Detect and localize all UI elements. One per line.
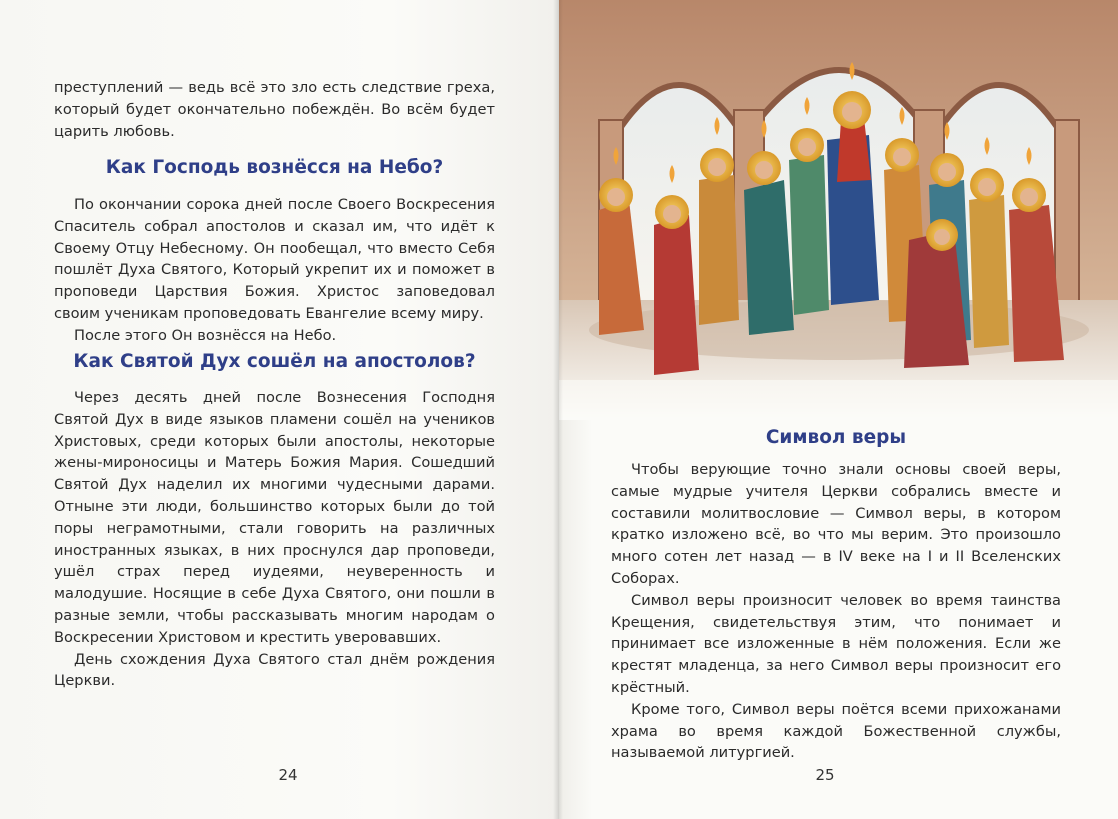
section-heading: Как Святой Дух сошёл на апостолов? [73, 351, 476, 372]
section-heading: Символ веры [765, 427, 907, 448]
paragraph: Кроме того, Символ веры поётся всеми прихожанами храма во время каждой Божественной службы, называемой литургией. [611, 700, 1061, 762]
section-heading: Как Господь вознёсся на Небо? [105, 157, 444, 178]
section-ascension [54, 156, 495, 347]
pentecost-icon [559, 0, 1118, 420]
paragraph: Через десять дней после Вознесения Господня Святой Дух в виде языков пламени сошёл на учеников Христовых, среди которых были апостолы, некоторые жены-мироносицы и Матерь Божия Мария. Сошедший Святой Дух наделил их многими чудесными дарами. Отныне эти люди, большинство которых были до той поры неграмотными, стали говорить на различных иностранных языках, в них проснулся дар проповеди, ушёл страх перед иудеями, неуверенность и малодушие. Носящие в себе Духа Святого, они пошли в разные земли, чтобы рассказывать многим народам о Воскресении Христовом и крестить уверовавших. [54, 389, 495, 646]
pentecost-illustration [559, 0, 1118, 420]
section-creed [611, 426, 1061, 764]
page-number: 25 [815, 766, 835, 784]
paragraph: День схождения Духа Святого стал днём рождения Церкви. [54, 650, 495, 690]
paragraph: Чтобы верующие точно знали основы своей веры, самые мудрые учителя Церкви собрались вместе и составили молитвословие — Символ веры, в котором кратко изложено всё, во что мы верим. Это произошло много сотен лет назад — в IV веке на I и II Вселенских Соборах. [611, 461, 1061, 587]
left-intro [54, 77, 495, 142]
section-pentecost [54, 350, 495, 692]
intro-paragraph: преступлений — ведь всё это зло есть следствие греха, который будет окончательно побеждён. Во всём будет царить любовь. [54, 79, 495, 140]
paragraph: Символ веры произносит человек во время таинства Крещения, свидетельствуя этим, что понимает и принимает все изложенные в нём положения. Если же крестят младенца, за него Символ веры произносит его крёстный. [611, 591, 1061, 696]
right-page [559, 0, 1118, 819]
page-number: 24 [278, 766, 298, 784]
paragraph: По окончании сорока дней после Своего Воскресения Спаситель собрал апостолов и сказал им, что идёт к Своему Отцу Небесному. Он пообещал, что вместо Себя пошлёт Духа Святого, Который укрепит их и поможет в проповеди Царствия Божия. Христос заповедовал своим ученикам проповедовать Евангелие всему миру. [54, 196, 495, 322]
left-page [0, 0, 558, 819]
paragraph: После этого Он вознёсся на Небо. [74, 326, 337, 344]
